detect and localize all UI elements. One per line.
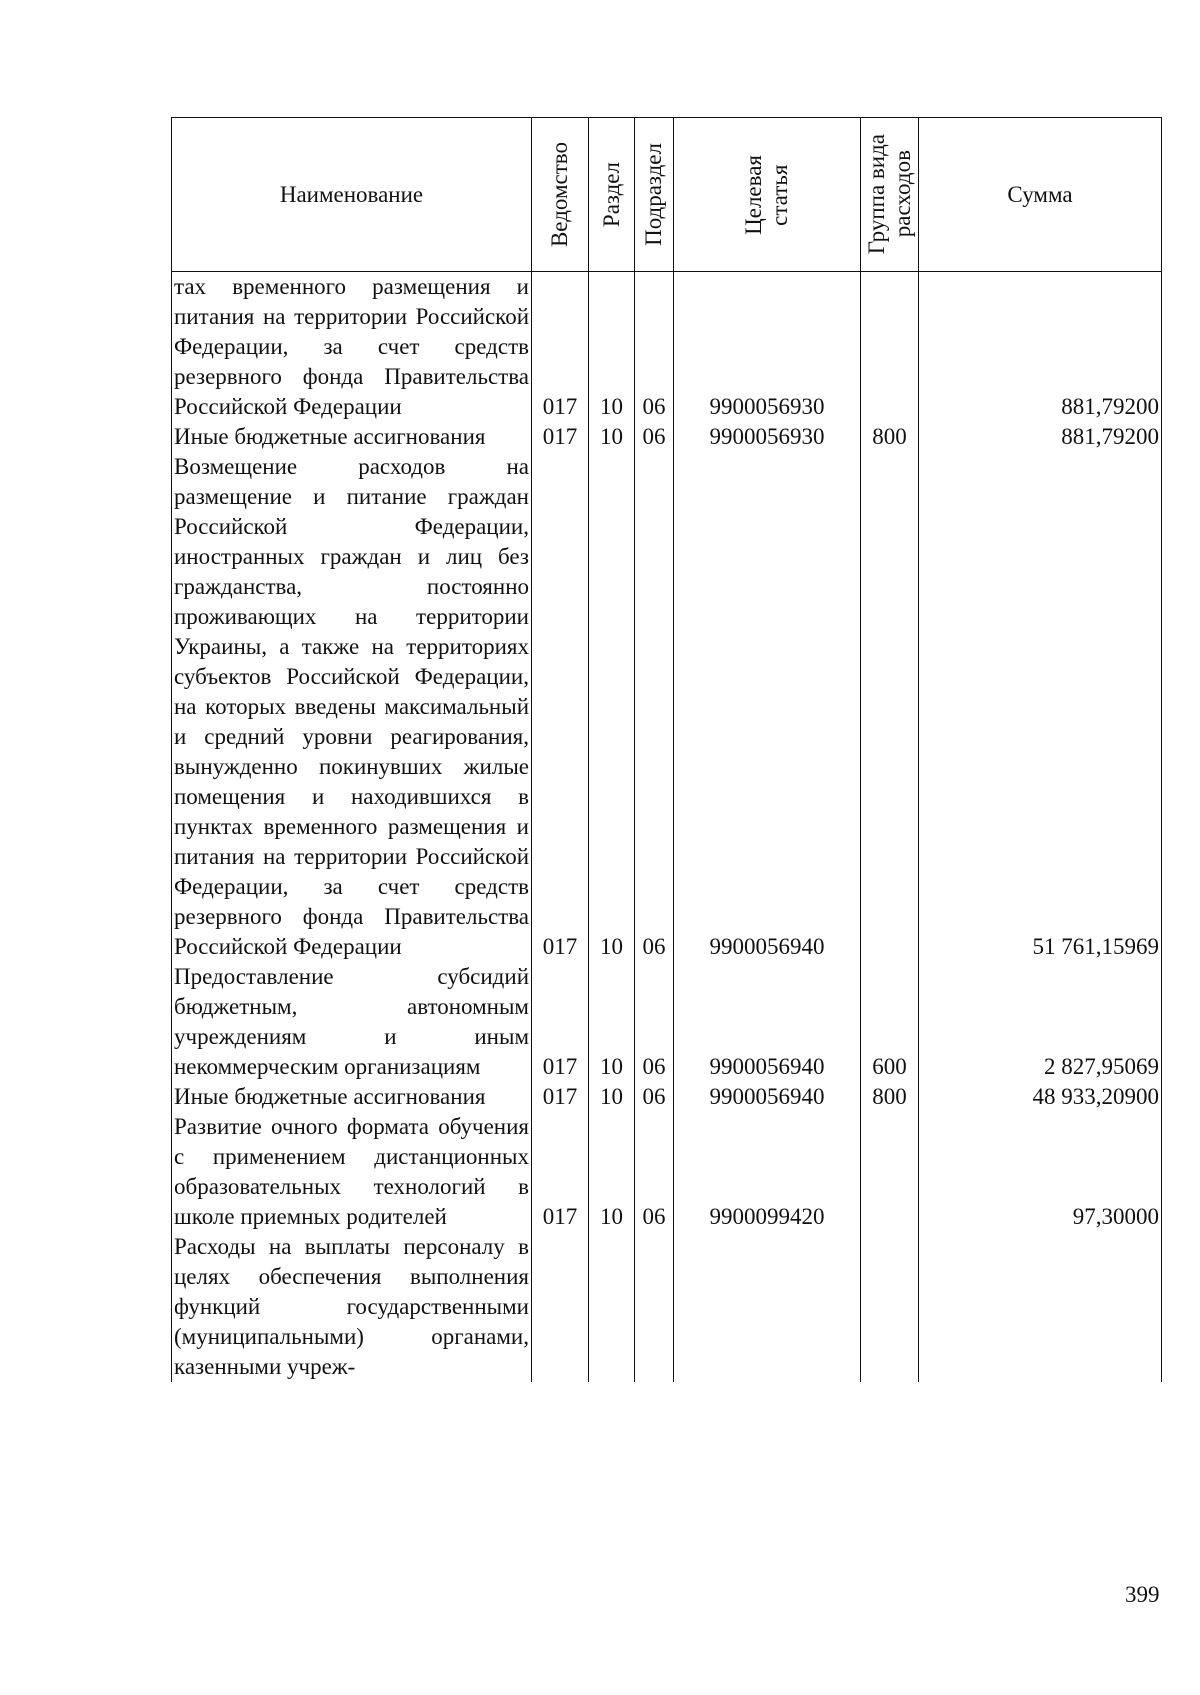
header-summa-text: Сумма	[1007, 181, 1073, 207]
cell-podrazdel: 06	[635, 422, 674, 452]
cell-name: Возмещение расходов на размещение и питание граждан Российской Федерации, иностранных граждан и лиц без гражданства, постоянно проживающих на территории Украины, а также на территориях субъектов Российской Федерации, на которых введены максимальный и средний уровни реагирования, вынужденно покинувших жилые помещения и находившихся в пунктах временного размещения и питания на территории Российской Федерации, за счет средств резервного фонда Правительства Российской Федерации	[172, 452, 532, 962]
cell-name: тах временного размещения и питания на территории Российской Федерации, за счет средств резервного фонда Правительства Российской Федерации	[172, 272, 532, 423]
cell-gruppa	[861, 1112, 919, 1232]
cell-razdel: 10	[589, 1112, 635, 1232]
header-celevaya-statya	[674, 118, 861, 272]
header-razdel	[589, 118, 635, 272]
cell-celevaya-statya	[674, 1232, 861, 1382]
cell-summa: 48 933,20900	[919, 1082, 1162, 1112]
cell-gruppa	[861, 452, 919, 962]
cell-celevaya-statya: 9900056940	[674, 1082, 861, 1112]
cell-vedomstvo: 017	[532, 1082, 589, 1112]
table-row	[172, 1112, 1162, 1232]
cell-razdel: 10	[589, 962, 635, 1082]
header-vedomstvo	[532, 118, 589, 272]
cell-podrazdel	[635, 1232, 674, 1382]
cell-podrazdel: 06	[635, 1112, 674, 1232]
table-row	[172, 962, 1162, 1082]
cell-name: Развитие очного формата обучения с применением дистанционных образовательных технологий в школе приемных родителей	[172, 1112, 532, 1232]
cell-summa: 2 827,95069	[919, 962, 1162, 1082]
header-podrazdel-text: Подраздел	[641, 143, 666, 246]
cell-summa: 51 761,15969	[919, 452, 1162, 962]
cell-name: Иные бюджетные ассигнования	[172, 422, 532, 452]
header-gruppa-vida-rashodov	[861, 118, 919, 272]
cell-podrazdel: 06	[635, 272, 674, 423]
header-celevaya-text: Целевая статья	[741, 154, 792, 235]
table-row	[172, 422, 1162, 452]
cell-gruppa: 800	[861, 1082, 919, 1112]
cell-name: Расходы на выплаты персоналу в целях обеспечения выполнения функций государственными (муниципальными) органами, казенными учреж-	[172, 1232, 532, 1382]
header-name	[172, 118, 532, 272]
header-vedomstvo-text: Ведомство	[547, 141, 572, 248]
cell-vedomstvo: 017	[532, 452, 589, 962]
cell-gruppa: 800	[861, 422, 919, 452]
cell-vedomstvo: 017	[532, 422, 589, 452]
budget-table	[171, 117, 1162, 1382]
table-row	[172, 1232, 1162, 1382]
table-row	[172, 272, 1162, 423]
cell-vedomstvo: 017	[532, 1112, 589, 1232]
header-summa	[919, 118, 1162, 272]
cell-celevaya-statya: 9900099420	[674, 1112, 861, 1232]
cell-summa: 881,79200	[919, 422, 1162, 452]
cell-gruppa	[861, 272, 919, 423]
cell-name: Предоставление субсидий бюджетным, автономным учреждениям и иным некоммерческим организациям	[172, 962, 532, 1082]
cell-celevaya-statya: 9900056930	[674, 422, 861, 452]
cell-razdel	[589, 1232, 635, 1382]
cell-gruppa: 600	[861, 962, 919, 1082]
table-row	[172, 1082, 1162, 1112]
cell-razdel: 10	[589, 452, 635, 962]
cell-podrazdel: 06	[635, 452, 674, 962]
cell-summa: 97,30000	[919, 1112, 1162, 1232]
cell-celevaya-statya: 9900056930	[674, 272, 861, 423]
cell-summa: 881,79200	[919, 272, 1162, 423]
cell-vedomstvo: 017	[532, 962, 589, 1082]
table-body	[172, 272, 1162, 1383]
cell-razdel: 10	[589, 1082, 635, 1112]
header-razdel-text: Раздел	[598, 161, 624, 228]
cell-vedomstvo	[532, 1232, 589, 1382]
cell-razdel: 10	[589, 422, 635, 452]
cell-celevaya-statya: 9900056940	[674, 452, 861, 962]
cell-vedomstvo: 017	[532, 272, 589, 423]
cell-gruppa	[861, 1232, 919, 1382]
cell-name: Иные бюджетные ассигнования	[172, 1082, 532, 1112]
header-gruppa-text: Группа вида расходов	[863, 134, 915, 255]
cell-razdel: 10	[589, 272, 635, 423]
cell-podrazdel: 06	[635, 962, 674, 1082]
page-number: 399	[1125, 1582, 1160, 1607]
table-header	[172, 118, 1162, 272]
table-row	[172, 452, 1162, 962]
cell-summa	[919, 1232, 1162, 1382]
header-name-text: Наименование	[279, 181, 424, 207]
cell-celevaya-statya: 9900056940	[674, 962, 861, 1082]
header-podrazdel	[635, 118, 674, 272]
cell-podrazdel: 06	[635, 1082, 674, 1112]
